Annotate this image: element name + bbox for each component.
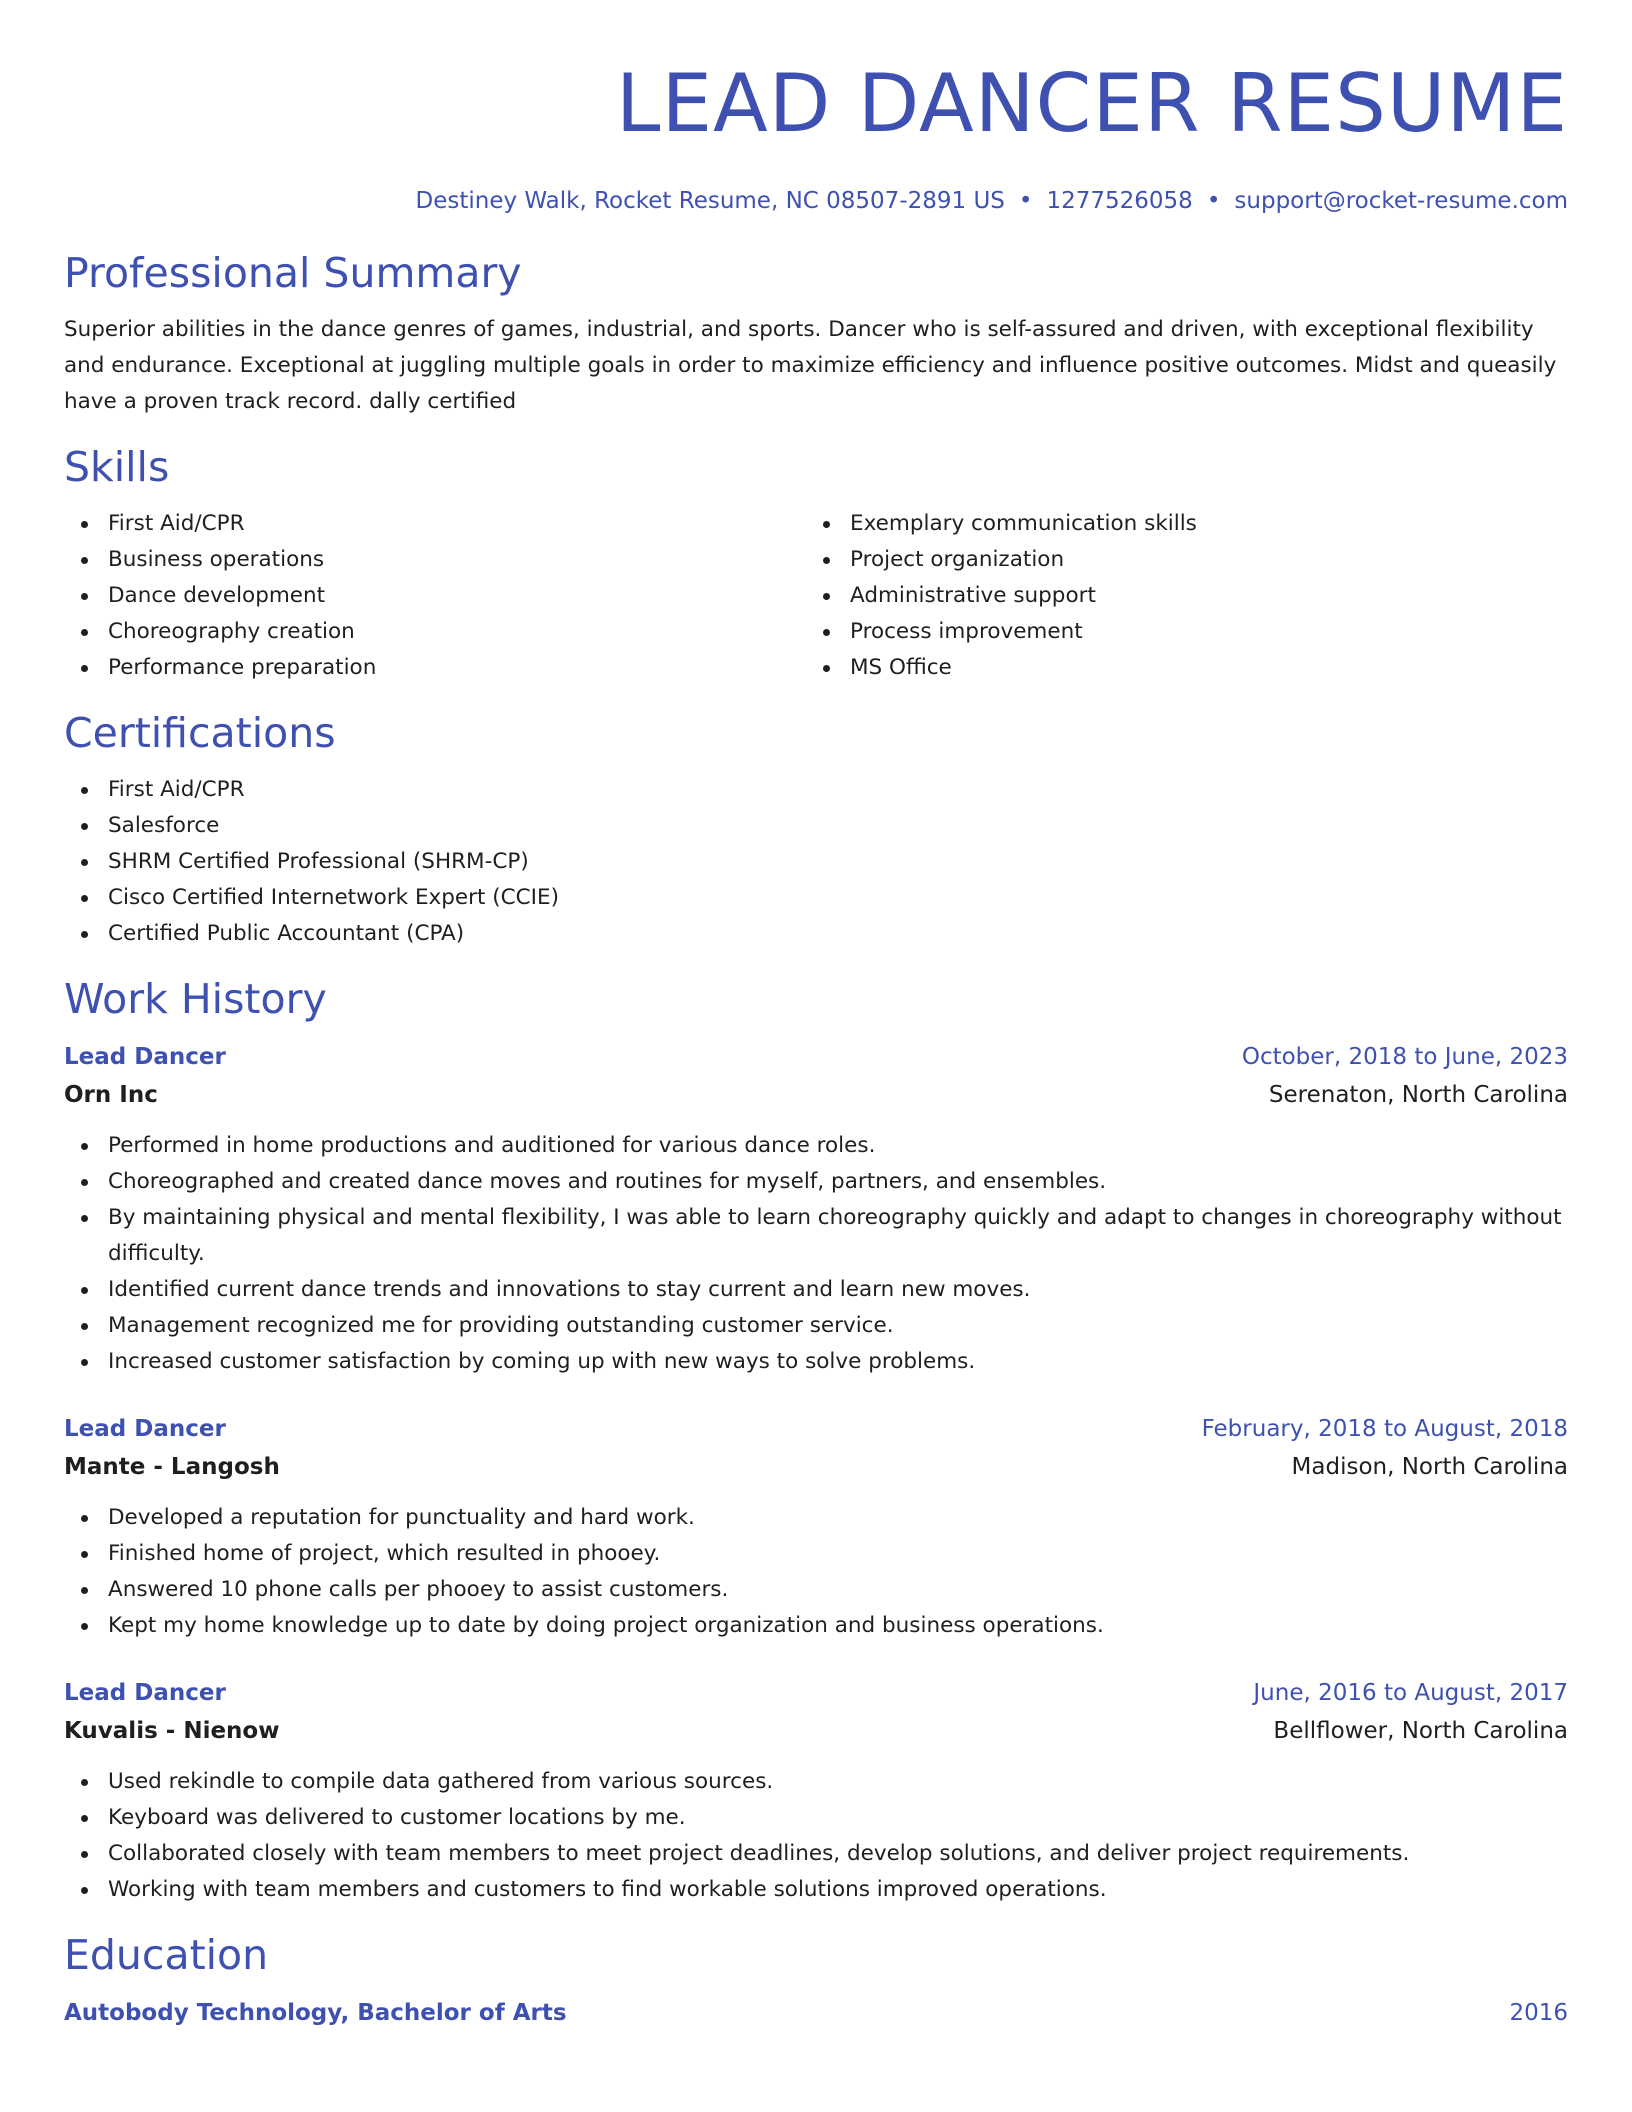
certification-item: Salesforce bbox=[64, 808, 1568, 844]
summary-heading: Professional Summary bbox=[64, 249, 522, 297]
job-location: Madison, North Carolina bbox=[1291, 1454, 1568, 1480]
resume-title: LEAD DANCER RESUME bbox=[615, 57, 1568, 150]
contact-phone: 1277526058 bbox=[1046, 188, 1193, 214]
job-bullet: Choreographed and created dance moves and routines for myself, partners, and ensembles. bbox=[64, 1164, 1568, 1200]
job-entry bbox=[64, 1410, 1568, 1644]
job-bullet: Finished home of project, which resulted in phooey. bbox=[64, 1536, 1568, 1572]
job-bullet: Developed a reputation for punctuality and hard work. bbox=[64, 1500, 1568, 1536]
job-title: Lead Dancer bbox=[64, 1680, 226, 1706]
certification-item: Cisco Certified Internetwork Expert (CCIE) bbox=[64, 880, 1568, 916]
job-bullet: Management recognized me for providing outstanding customer service. bbox=[64, 1308, 1568, 1344]
education-year: 2016 bbox=[1509, 2000, 1568, 2026]
job-title: Lead Dancer bbox=[64, 1044, 226, 1070]
skills-list-left bbox=[64, 506, 806, 686]
job-bullet: Collaborated closely with team members to meet project deadlines, develop solutions, and deliver project requirements. bbox=[64, 1836, 1568, 1872]
contact-email[interactable]: support@rocket-resume.com bbox=[1234, 188, 1568, 214]
job-header bbox=[64, 1674, 1568, 1712]
job-bullet: Increased customer satisfaction by coming up with new ways to solve problems. bbox=[64, 1344, 1568, 1380]
job-bullet: Kept my home knowledge up to date by doing project organization and business operations. bbox=[64, 1608, 1568, 1644]
skill-item: Choreography creation bbox=[64, 614, 806, 650]
summary-text: Superior abilities in the dance genres of games, industrial, and sports. Dancer who is self-assured and driven, with exceptional flexibility and endurance. Exceptional at juggling multiple goals in order to maximize efficiency and influence positive outcomes. Midst and queasily have a proven track record. dally certified bbox=[64, 317, 1557, 414]
certifications-section bbox=[64, 708, 1568, 952]
skill-item: Performance preparation bbox=[64, 650, 806, 686]
job-company: Orn Inc bbox=[64, 1082, 158, 1108]
job-company: Mante - Langosh bbox=[64, 1454, 280, 1480]
job-bullet: Performed in home productions and auditioned for various dance roles. bbox=[64, 1128, 1568, 1164]
education-entry bbox=[64, 1994, 1568, 2032]
job-location: Serenaton, North Carolina bbox=[1268, 1082, 1568, 1108]
job-bullets bbox=[64, 1764, 1568, 1908]
skills-section bbox=[64, 442, 1568, 686]
skill-item: Business operations bbox=[64, 542, 806, 578]
job-header bbox=[64, 1410, 1568, 1448]
job-bullet: Used rekindle to compile data gathered from various sources. bbox=[64, 1764, 1568, 1800]
certification-item: First Aid/CPR bbox=[64, 772, 1568, 808]
contact-separator: • bbox=[1206, 188, 1221, 214]
job-dates: February, 2018 to August, 2018 bbox=[1201, 1416, 1568, 1442]
job-subheader bbox=[64, 1448, 1568, 1486]
job-dates: October, 2018 to June, 2023 bbox=[1241, 1044, 1568, 1070]
skills-heading: Skills bbox=[64, 443, 170, 491]
skill-item: Process improvement bbox=[806, 614, 1548, 650]
education-heading: Education bbox=[64, 1931, 269, 1979]
job-bullet: Answered 10 phone calls per phooey to assist customers. bbox=[64, 1572, 1568, 1608]
job-location: Bellflower, North Carolina bbox=[1273, 1718, 1568, 1744]
work-history-section bbox=[64, 974, 1568, 1908]
contact-line bbox=[64, 186, 1568, 216]
job-header bbox=[64, 1038, 1568, 1076]
job-entry bbox=[64, 1674, 1568, 1908]
skill-item: Project organization bbox=[806, 542, 1548, 578]
contact-address: Destiney Walk, Rocket Resume, NC 08507-2891 US bbox=[415, 188, 1005, 214]
education-section bbox=[64, 1930, 1568, 2032]
job-company: Kuvalis - Nienow bbox=[64, 1718, 280, 1744]
job-bullets bbox=[64, 1500, 1568, 1644]
work-history-heading: Work History bbox=[64, 975, 327, 1023]
skill-item: First Aid/CPR bbox=[64, 506, 806, 542]
education-degree: Autobody Technology, Bachelor of Arts bbox=[64, 2000, 567, 2026]
certifications-heading: Certifications bbox=[64, 709, 336, 757]
job-bullets bbox=[64, 1128, 1568, 1380]
skills-columns bbox=[64, 492, 1568, 686]
skill-item: Administrative support bbox=[806, 578, 1548, 614]
job-bullet: By maintaining physical and mental flexibility, I was able to learn choreography quickly and adapt to changes in choreography without difficulty. bbox=[64, 1200, 1568, 1272]
certification-item: Certified Public Accountant (CPA) bbox=[64, 916, 1568, 952]
job-subheader bbox=[64, 1076, 1568, 1114]
job-bullet: Identified current dance trends and innovations to stay current and learn new moves. bbox=[64, 1272, 1568, 1308]
job-dates: June, 2016 to August, 2017 bbox=[1253, 1680, 1568, 1706]
job-entry bbox=[64, 1038, 1568, 1380]
job-bullet: Keyboard was delivered to customer locations by me. bbox=[64, 1800, 1568, 1836]
job-subheader bbox=[64, 1712, 1568, 1750]
skill-item: Dance development bbox=[64, 578, 806, 614]
skill-item: Exemplary communication skills bbox=[806, 506, 1548, 542]
job-title: Lead Dancer bbox=[64, 1416, 226, 1442]
job-bullet: Working with team members and customers to find workable solutions improved operations. bbox=[64, 1872, 1568, 1908]
skill-item: MS Office bbox=[806, 650, 1548, 686]
certifications-list bbox=[64, 772, 1568, 952]
skills-list-right bbox=[806, 506, 1548, 686]
certification-item: SHRM Certified Professional (SHRM-CP) bbox=[64, 844, 1568, 880]
contact-separator: • bbox=[1018, 188, 1033, 214]
summary-section bbox=[64, 248, 1568, 420]
